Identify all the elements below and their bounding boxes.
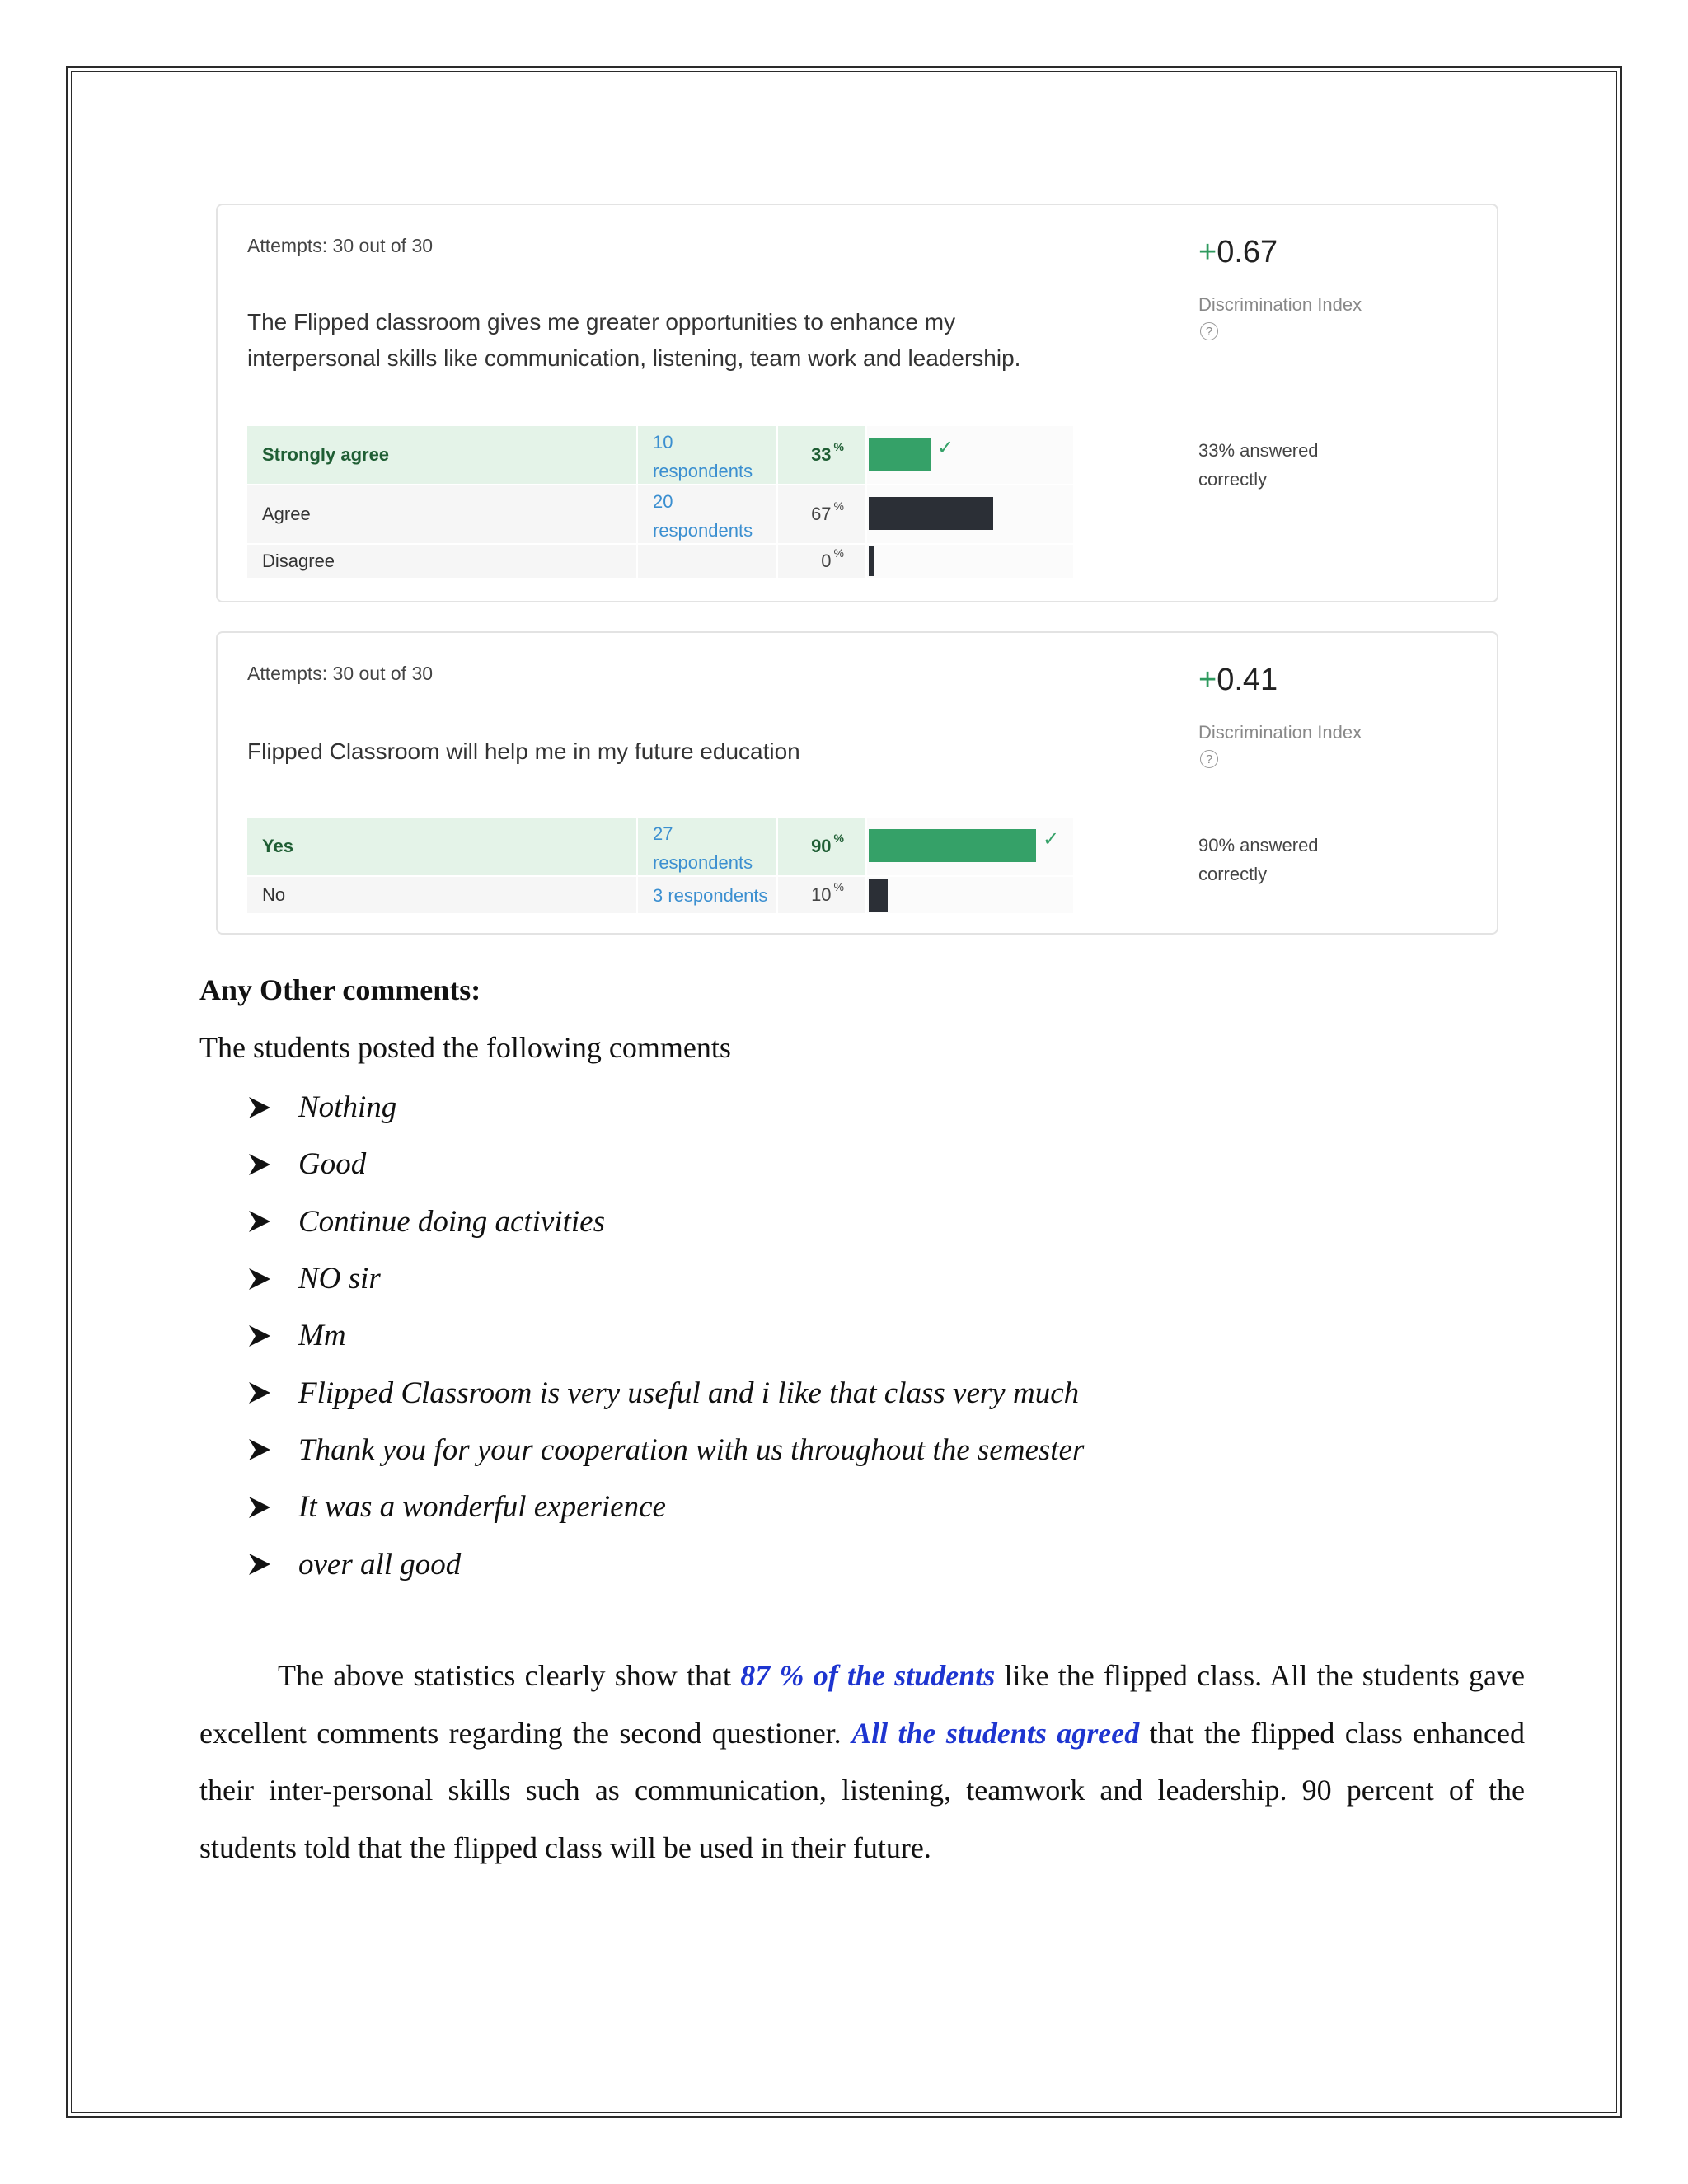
- arrow-bullet-icon: [247, 1495, 298, 1520]
- list-item: NO sir: [247, 1250, 1084, 1307]
- answer-label: Strongly agree: [247, 426, 636, 484]
- bar-area: [867, 426, 1073, 484]
- answer-bar: [869, 438, 931, 471]
- list-item: Good: [247, 1136, 1084, 1193]
- respondents-count[interactable]: 27 respondents: [638, 818, 776, 875]
- respondents-count: [638, 545, 776, 578]
- discrimination-index-label: Discrimination Index: [1198, 722, 1362, 743]
- quiz-result-card-2: [216, 631, 1498, 935]
- answer-label: Disagree: [247, 545, 636, 578]
- answer-label: Yes: [247, 818, 636, 875]
- respondents-count[interactable]: 3 respondents: [638, 877, 776, 913]
- help-icon[interactable]: ?: [1200, 322, 1218, 340]
- list-item: Nothing: [247, 1079, 1084, 1136]
- comments-heading: Any Other comments:: [199, 973, 481, 1006]
- answered-correctly-text: 90% answered correctly: [1198, 835, 1319, 884]
- correct-check-icon: ✓: [937, 437, 954, 459]
- bar-area: [867, 818, 1073, 875]
- answer-percent: 10 %: [778, 877, 865, 913]
- answer-percent: 67 %: [778, 485, 865, 543]
- comments-list: [247, 1079, 1084, 1593]
- question-text: The Flipped classroom gives me greater opportunities to enhance my interpersonal skills like communication, listening, team work and leadership.: [247, 309, 1021, 371]
- answer-bar: [869, 829, 1036, 862]
- answer-percent: 33 %: [778, 426, 865, 484]
- comments-intro: The students posted the following comments: [199, 1031, 731, 1064]
- arrow-bullet-icon: [247, 1380, 298, 1405]
- answer-label: No: [247, 877, 636, 913]
- arrow-bullet-icon: [247, 1324, 298, 1348]
- highlight-all-agreed: All the students agreed: [851, 1716, 1140, 1750]
- list-item: Mm: [247, 1307, 1084, 1364]
- respondents-count[interactable]: 20 respondents: [638, 485, 776, 543]
- bar-area: [867, 485, 1073, 543]
- discrimination-index-label: Discrimination Index: [1198, 294, 1362, 315]
- arrow-bullet-icon: [247, 1267, 298, 1291]
- help-icon[interactable]: ?: [1200, 750, 1218, 768]
- list-item: Thank you for your cooperation with us throughout the semester: [247, 1422, 1084, 1479]
- answer-bar: [869, 546, 874, 576]
- answer-label: Agree: [247, 485, 636, 543]
- attempts-count: Attempts: 30 out of 30: [247, 663, 434, 684]
- list-item: over all good: [247, 1535, 1084, 1592]
- quiz-result-card-1: [216, 204, 1498, 602]
- list-item: Flipped Classroom is very useful and i like that class very much: [247, 1364, 1084, 1421]
- discrimination-index-value: +0.67: [1198, 235, 1278, 269]
- list-item: Continue doing activities: [247, 1193, 1084, 1250]
- discrimination-index-value: +0.41: [1198, 663, 1278, 697]
- correct-check-icon: ✓: [1043, 828, 1060, 851]
- arrow-bullet-icon: [247, 1437, 298, 1462]
- respondents-count[interactable]: 10 respondents: [638, 426, 776, 484]
- arrow-bullet-icon: [247, 1552, 298, 1577]
- answer-bar: [869, 879, 888, 912]
- highlight-87-percent: 87 % of the students: [740, 1659, 996, 1692]
- bar-area: [867, 877, 1073, 913]
- arrow-bullet-icon: [247, 1209, 298, 1234]
- answer-percent: 0 %: [778, 545, 865, 578]
- question-text: Flipped Classroom will help me in my future education: [247, 738, 800, 764]
- summary-paragraph: The above statistics clearly show that 87 % of the students like the flipped class. All the students gave excellent comments regarding the second questioner. All the students agreed that the flipped class enhanced their inter-personal skills such as communication, listening, teamwork and leadership. 90 percent of the students told that the flipped class will be used in their future.: [199, 1659, 1526, 1864]
- bar-area: [867, 545, 1073, 578]
- answer-bar: [869, 497, 993, 530]
- attempts-count: Attempts: 30 out of 30: [247, 235, 434, 256]
- list-item: It was a wonderful experience: [247, 1479, 1084, 1535]
- arrow-bullet-icon: [247, 1095, 298, 1120]
- answered-correctly-text: 33% answered correctly: [1198, 440, 1319, 490]
- answer-percent: 90 %: [778, 818, 865, 875]
- arrow-bullet-icon: [247, 1152, 298, 1177]
